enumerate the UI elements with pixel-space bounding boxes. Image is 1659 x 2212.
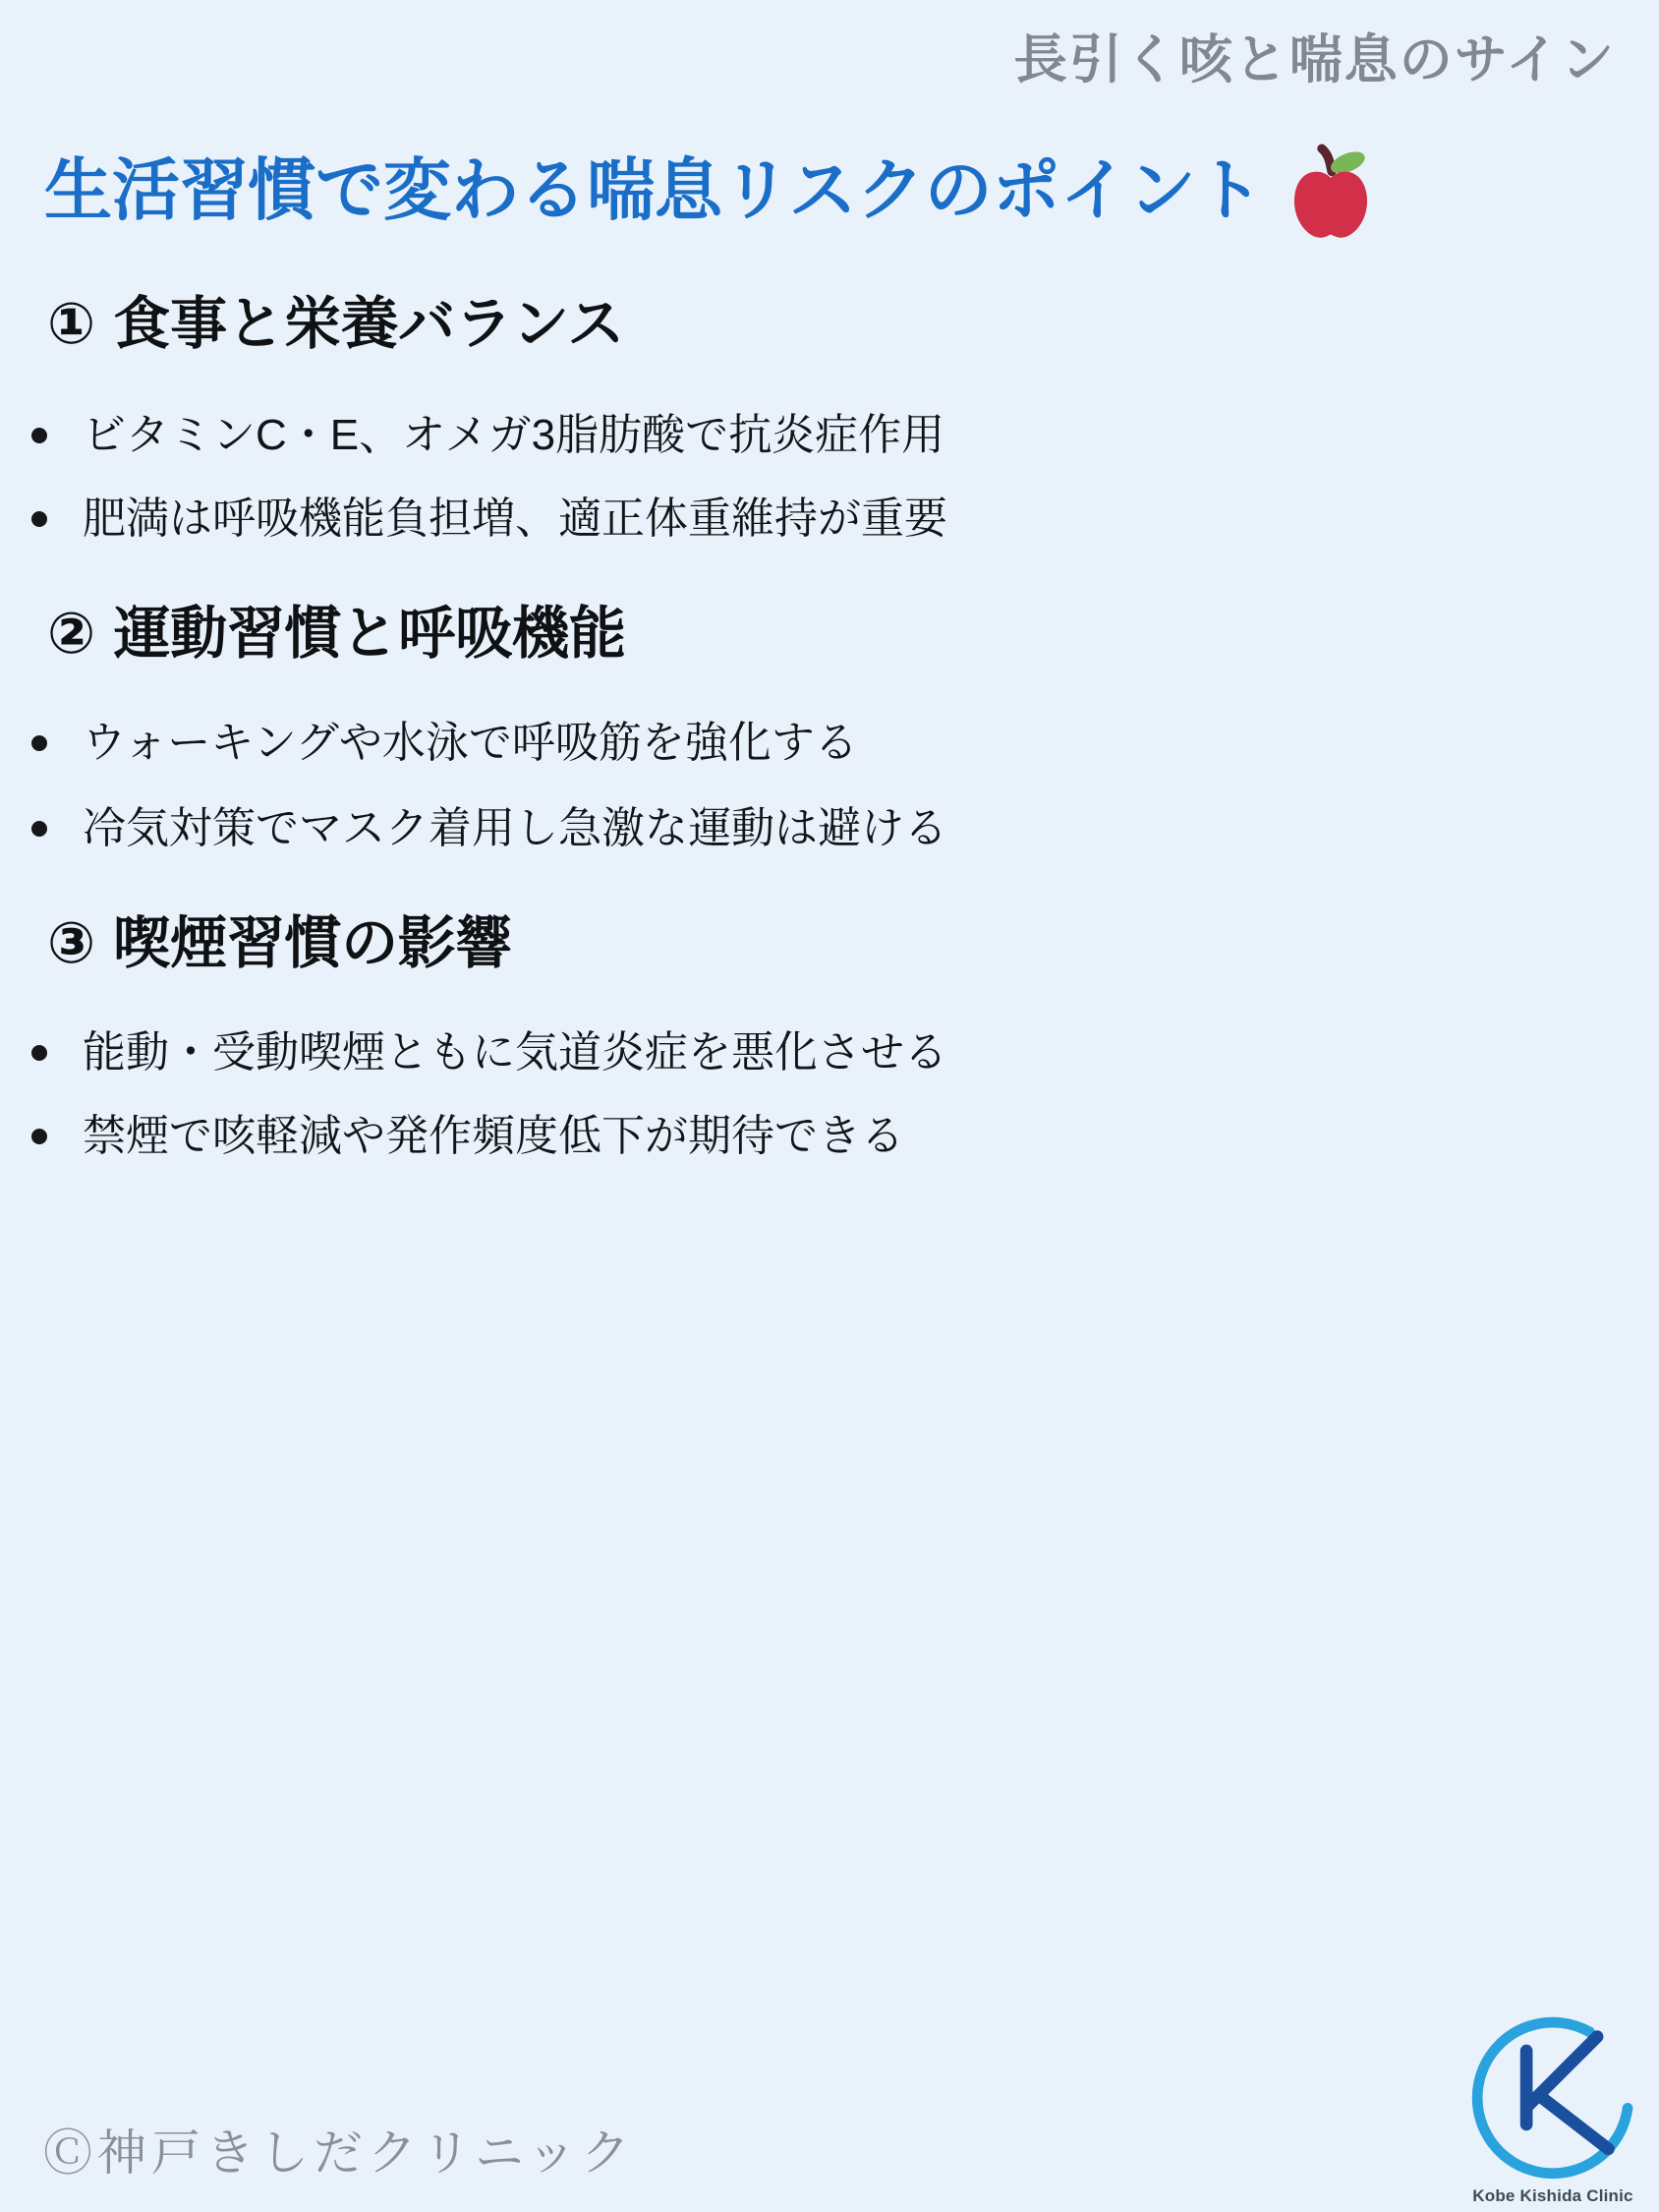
apple-icon <box>1286 142 1376 244</box>
bullet-dot-icon <box>31 1045 47 1061</box>
series-title: 長引く咳と喘息のサイン <box>1013 30 1616 89</box>
bullet-text: 能動・受動喫煙ともに気道炎症を悪化させる <box>83 1028 947 1077</box>
bullet-text: 肥満は呼吸機能負担増、適正体重維持が重要 <box>83 495 947 543</box>
bullet-text: 禁煙で咳軽減や発作頻度低下が期待できる <box>83 1112 904 1160</box>
bullet-item <box>31 1028 947 1078</box>
section-title: 食事と栄養バランス <box>113 292 625 356</box>
clinic-logo-icon <box>1459 2004 1647 2192</box>
bullet-item <box>31 411 944 461</box>
bullet-text: ビタミンC・E、オメガ3脂肪酸で抗炎症作用 <box>83 411 945 459</box>
bullet-item <box>31 804 947 854</box>
clinic-logo <box>1455 2004 1651 2206</box>
section-heading-exercise <box>47 603 626 666</box>
bullet-dot-icon <box>31 428 47 443</box>
section-title: 喫煙習慣の影響 <box>113 911 513 975</box>
section-number: ③ <box>47 911 96 975</box>
bullet-item <box>31 719 858 769</box>
bullet-dot-icon <box>31 821 47 837</box>
section-heading-diet <box>47 293 624 356</box>
bullet-dot-icon <box>31 735 47 751</box>
bullet-item <box>31 1112 904 1162</box>
bullet-text: ウォーキングや水泳で呼吸筋を強化する <box>83 719 858 767</box>
bullet-item <box>31 495 947 545</box>
bullet-dot-icon <box>31 1129 47 1144</box>
copyright-text: Ⓒ神戸きしだクリニック <box>43 2125 635 2181</box>
clinic-logo-caption: Kobe Kishida Clinic <box>1472 2186 1633 2205</box>
section-number: ② <box>47 602 96 666</box>
section-heading-smoking <box>47 912 512 975</box>
main-title-row <box>44 138 1376 244</box>
section-number: ① <box>47 292 96 356</box>
bullet-dot-icon <box>31 511 47 527</box>
bullet-text: 冷気対策でマスク着用し急激な運動は避ける <box>83 804 947 852</box>
section-title: 運動習慣と呼吸機能 <box>113 602 627 666</box>
page-title: 生活習慣で変わる喘息リスクのポイント <box>44 152 1264 229</box>
